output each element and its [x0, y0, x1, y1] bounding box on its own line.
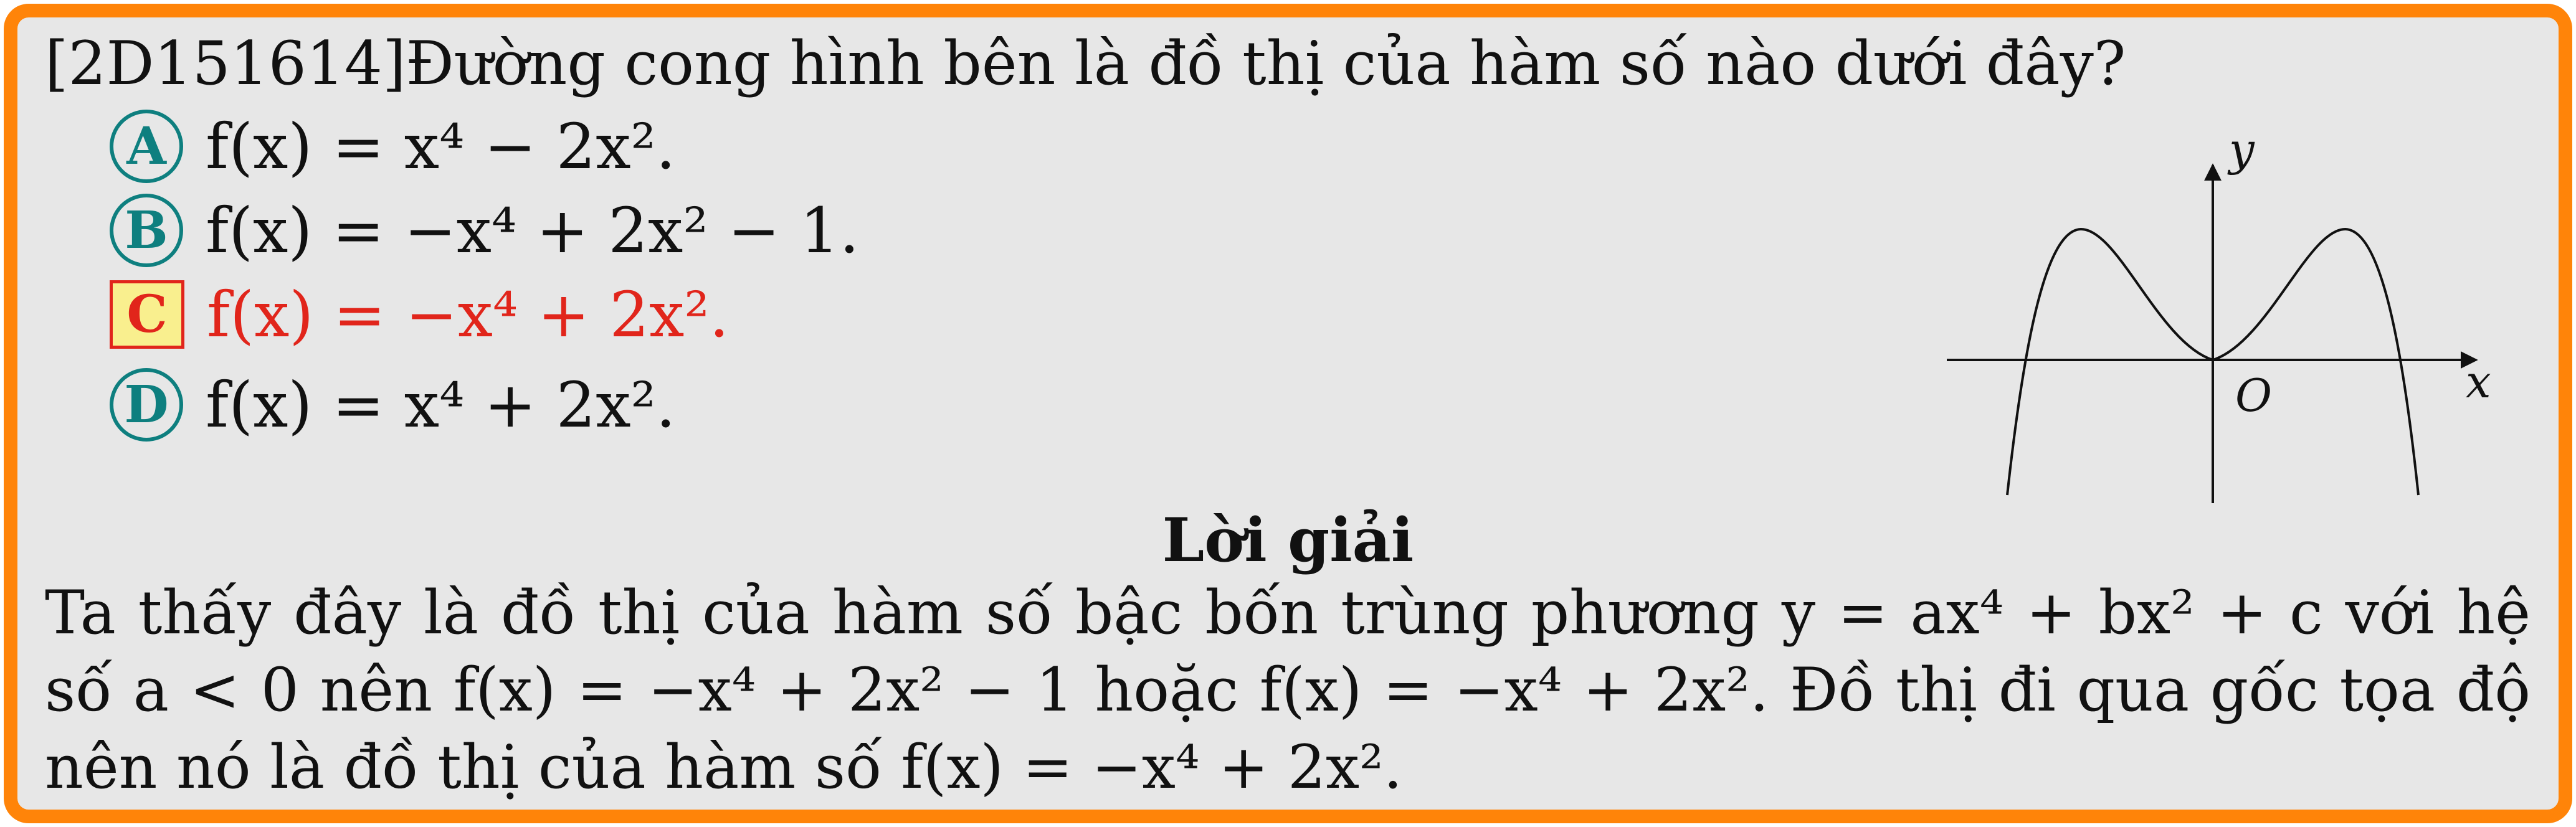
- solution-text: Ta thấy đây là đồ thị của hàm số bậc bốn trùng phương y = ax⁴ + bx² + c với hệ số a < 0 nên f(x) = −x⁴ + 2x² − 1 hoặc f(x) = −x⁴ + 2x². Đồ thị đi qua gốc tọa độ nên nó là đồ thị của hàm số f(x) = −x⁴ + 2x².: [45, 578, 2531, 802]
- option-badge-correct: C: [110, 280, 184, 349]
- option-badge: B: [110, 194, 183, 267]
- option-formula: f(x) = x⁴ + 2x².: [206, 368, 676, 442]
- option-formula: f(x) = −x⁴ + 2x².: [207, 278, 730, 351]
- x-axis-label: x: [2466, 356, 2491, 408]
- option-d[interactable]: [110, 364, 676, 445]
- option-badge: A: [110, 110, 183, 183]
- origin-label: O: [2235, 369, 2273, 422]
- solution-title: Lời giải: [1162, 505, 1414, 575]
- y-axis-label: y: [2229, 131, 2255, 176]
- question-text: [2D151614]Đường cong hình bên là đồ thị của hàm số nào dưới đây?: [45, 29, 2126, 98]
- option-badge: D: [110, 368, 183, 442]
- option-a[interactable]: [110, 106, 676, 187]
- option-c-correct[interactable]: [110, 274, 729, 355]
- option-formula: f(x) = x⁴ − 2x².: [206, 110, 676, 183]
- option-formula: f(x) = −x⁴ + 2x² − 1.: [206, 194, 860, 267]
- option-b[interactable]: [110, 190, 859, 271]
- function-graph: [1931, 131, 2492, 504]
